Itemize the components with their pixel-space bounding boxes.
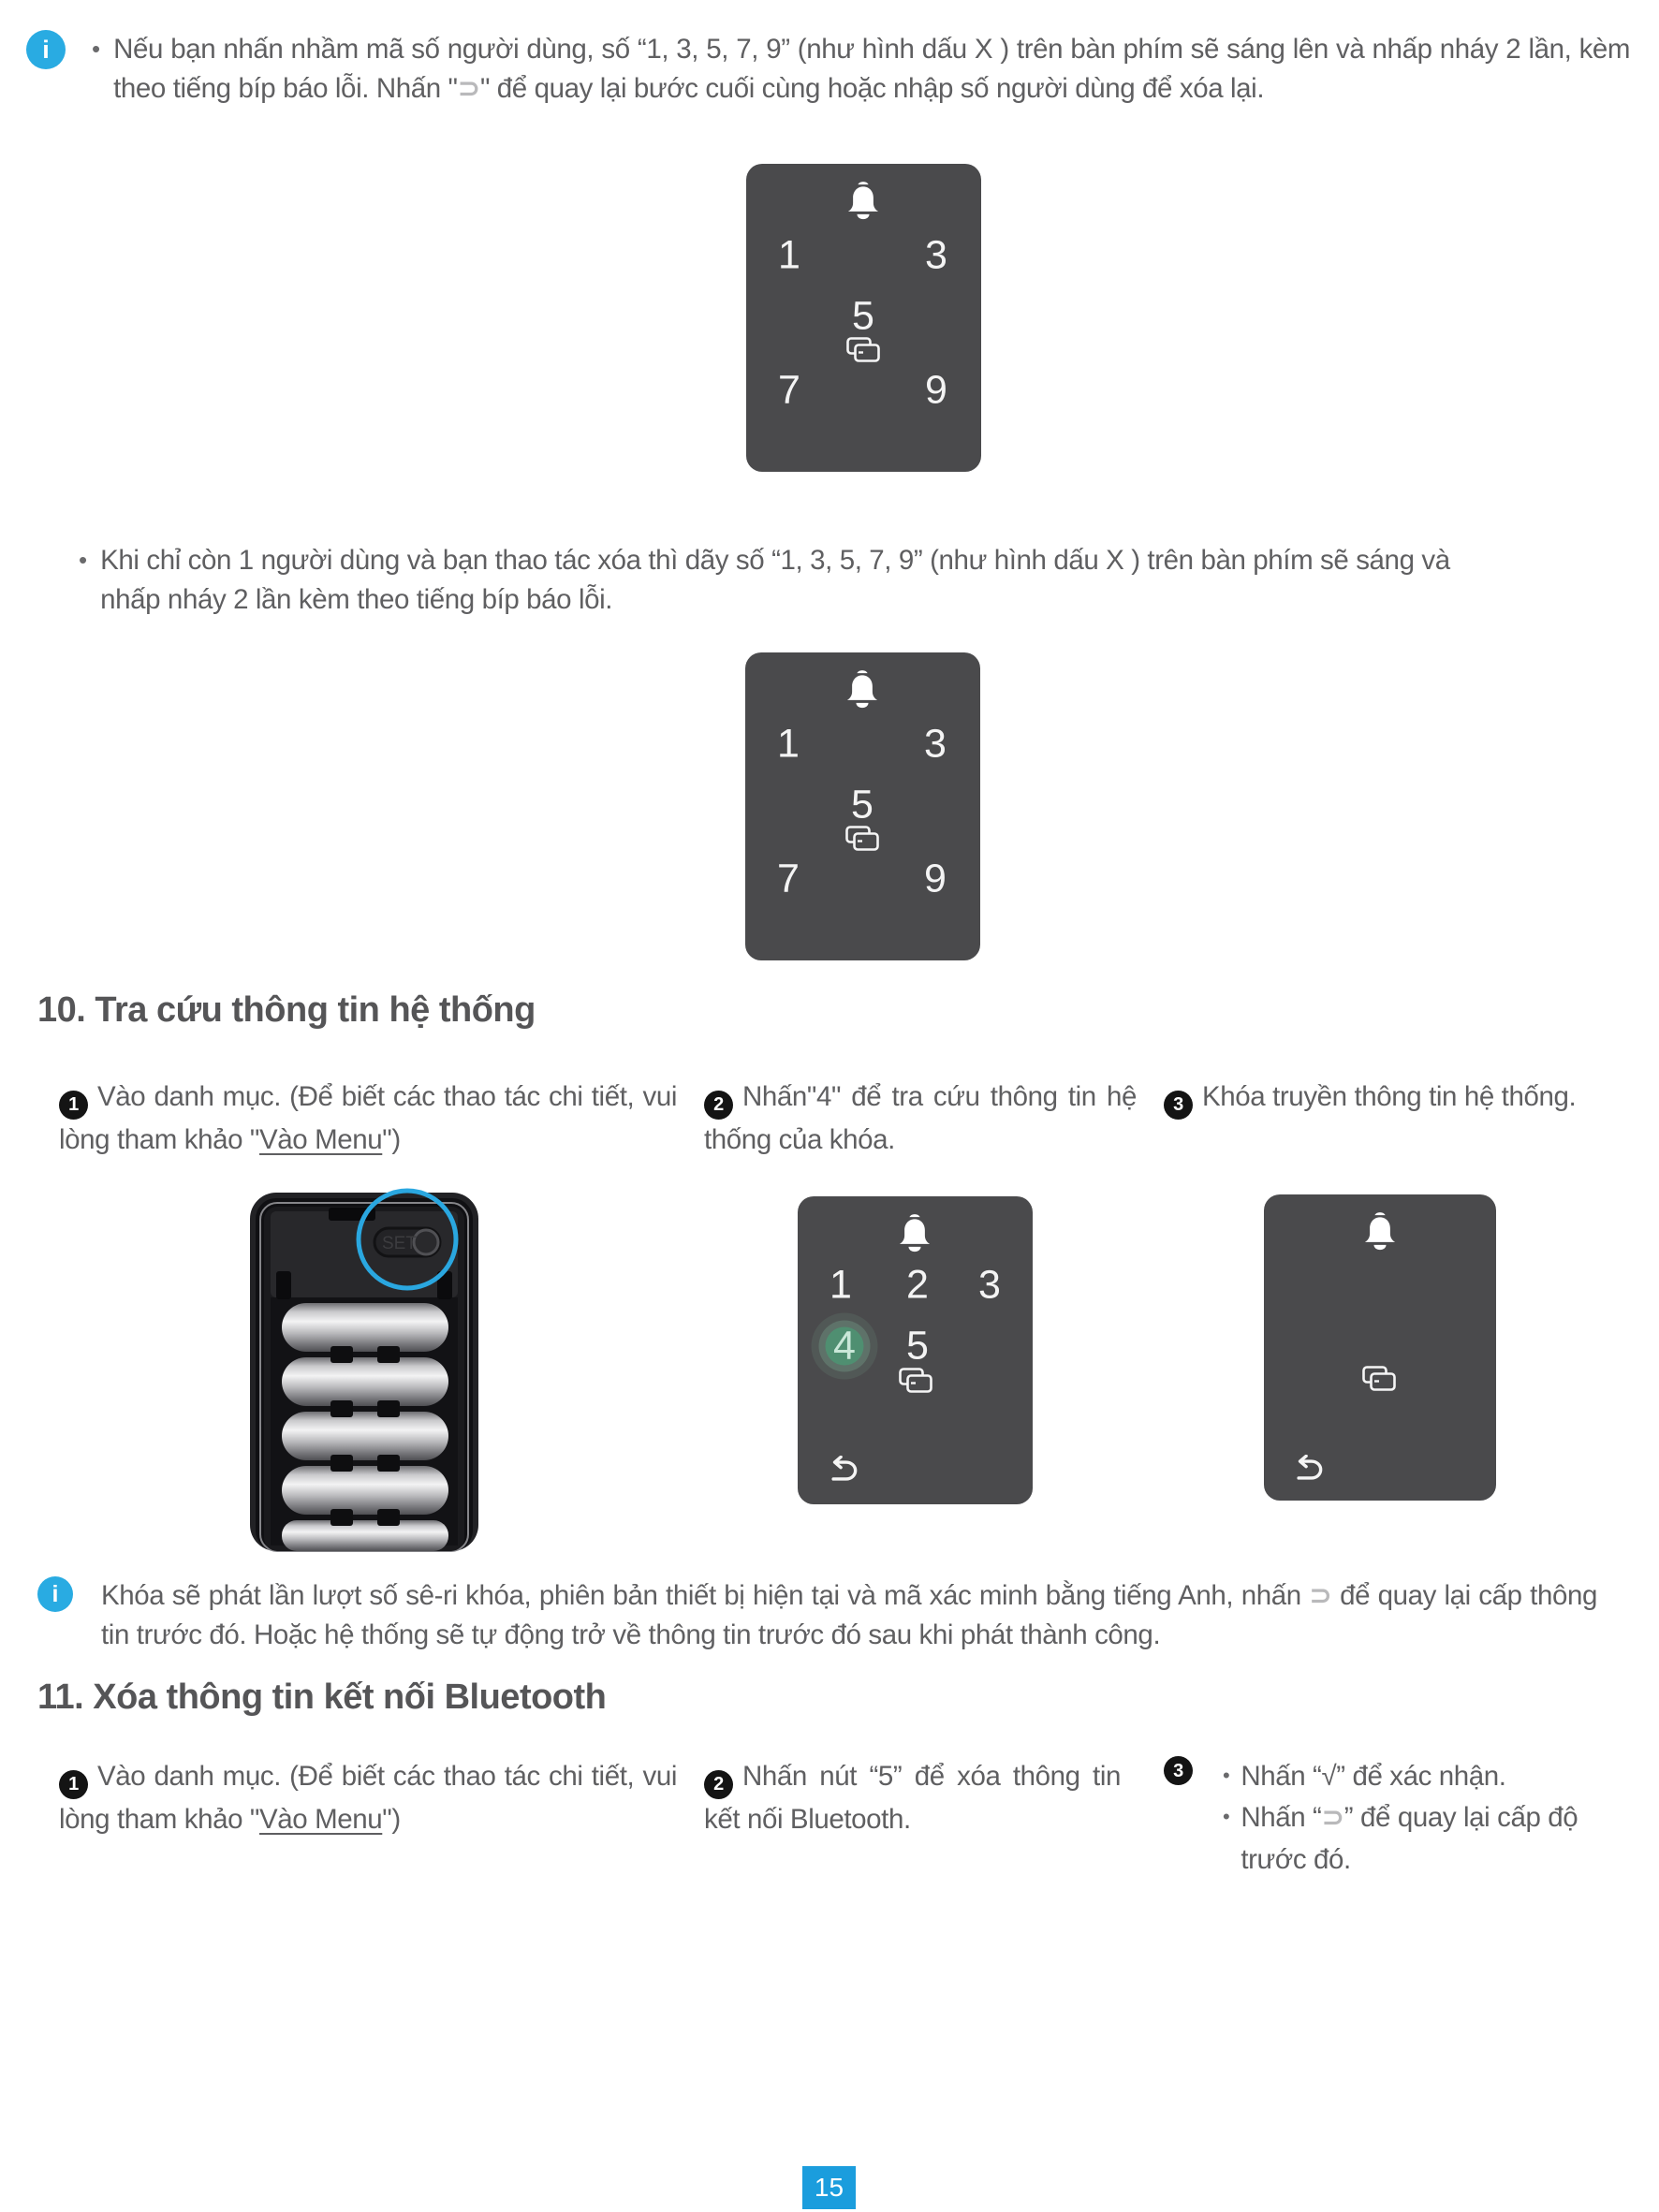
set-label: SET	[382, 1234, 417, 1253]
key-9: 9	[925, 367, 947, 413]
note-top-text: Nếu bạn nhấn nhầm mã số người dùng, số “1, 3, 5, 7, 9” (như hình dấu X ) trên bàn phím sẽ sáng lên và nhấp nháy 2 lần, kèm theo tiếng bíp báo lỗi. Nhấn "⊃" để quay lại bước cuối cùng hoặc nhập số người dùng để xóa lại.	[113, 34, 1631, 104]
key-5: 5	[852, 293, 874, 339]
key-1: 1	[778, 232, 800, 278]
confirm-bullet: • Nhấn “√” để xác nhận.	[1223, 1756, 1578, 1797]
key-5: 5	[906, 1323, 929, 1369]
note-top-body	[92, 30, 1630, 109]
keypad-image-broadcast	[1264, 1194, 1496, 1501]
back-bullet: • Nhấn “⊃” để quay lại cấp độ trước đó.	[1223, 1797, 1578, 1881]
step-number-badge: 2	[704, 1091, 733, 1120]
key-3: 3	[978, 1262, 1001, 1308]
batteries	[282, 1303, 448, 1551]
card-icon	[899, 1368, 932, 1394]
bullet-marker: •	[79, 546, 88, 574]
section11-step-2: 2 Nhấn nút “5” để xóa thông tin kết nối Bluetooth.	[704, 1761, 1121, 1835]
keypad-image-error-flash-1	[746, 164, 981, 472]
key-3: 3	[924, 721, 947, 767]
keypad-image-menu	[798, 1196, 1033, 1504]
section-11-heading: 11. Xóa thông tin kết nối Bluetooth	[37, 1677, 607, 1717]
back-symbol: ⊃	[1321, 1802, 1344, 1834]
bullet-note	[79, 541, 1483, 620]
key-7: 7	[777, 856, 800, 901]
key-4: 4	[833, 1323, 856, 1369]
step-3-bullets	[1223, 1756, 1578, 1881]
key-3: 3	[925, 232, 947, 278]
card-icon	[846, 337, 880, 363]
info-note-mid	[37, 1576, 1629, 1655]
section10-step-1: 1 Vào danh mục. (Để biết các thao tác chi tiết, vui lòng tham khảo "Vào Menu")	[59, 1081, 677, 1155]
back-icon	[824, 1456, 861, 1486]
keypad-image-error-flash-2	[745, 652, 980, 960]
back-symbol: ⊃	[1309, 1580, 1332, 1611]
key-1: 1	[830, 1262, 852, 1308]
vao-menu-link[interactable]: Vào Menu	[259, 1803, 383, 1835]
bell-icon	[844, 177, 882, 226]
info-icon	[37, 1576, 73, 1612]
section10-step-2: 2 Nhấn"4" để tra cứu thông tin hệ thống của khóa.	[704, 1081, 1137, 1155]
key-1: 1	[777, 721, 800, 767]
info-note-top	[26, 30, 1633, 109]
card-icon	[845, 826, 879, 852]
card-icon	[1362, 1366, 1396, 1392]
info-icon	[26, 30, 66, 69]
key-5: 5	[851, 782, 874, 828]
section11-step-3	[1164, 1756, 1632, 1881]
page-number: 15	[814, 2173, 844, 2202]
back-symbol: ⊃	[457, 72, 480, 104]
step-number-badge: 1	[59, 1770, 88, 1799]
bell-icon	[896, 1209, 933, 1258]
bullet-marker: •	[1223, 1764, 1230, 1787]
key-9: 9	[924, 856, 947, 901]
section-10-heading: 10. Tra cứu thông tin hệ thống	[37, 990, 536, 1030]
battery-compartment-image	[248, 1191, 480, 1551]
page-number-badge	[802, 2166, 856, 2209]
note-mid-text: Khóa sẽ phát lần lượt số sê-ri khóa, phiên bản thiết bị hiện tại và mã xác minh bằng tiếng Anh, nhấn ⊃ để quay lại cấp thông tin trước đó. Hoặc hệ thống sẽ tự động trở về thông tin trước đó sau khi phát thành công.	[101, 1580, 1597, 1650]
back-icon	[1289, 1455, 1327, 1485]
bullet-marker: •	[1223, 1805, 1230, 1829]
section10-step-3: 3 Khóa truyền thông tin hệ thống.	[1164, 1077, 1599, 1120]
step-number-badge: 3	[1164, 1756, 1193, 1785]
info-icon-glyph: i	[42, 35, 50, 64]
vao-menu-link[interactable]: Vào Menu	[259, 1123, 383, 1155]
key-7: 7	[778, 367, 800, 413]
bell-icon	[844, 666, 881, 714]
info-icon-glyph: i	[51, 1580, 59, 1607]
step-number-badge: 2	[704, 1770, 733, 1799]
key-2: 2	[906, 1262, 929, 1308]
step-number-badge: 3	[1164, 1091, 1193, 1120]
bullet-note-text: Khi chỉ còn 1 người dùng và bạn thao tác xóa thì dãy số “1, 3, 5, 7, 9” (như hình dấu X ) trên bàn phím sẽ sáng và nhấp nháy 2 lần kèm theo tiếng bíp báo lỗi.	[100, 545, 1450, 615]
step-number-badge: 1	[59, 1091, 88, 1120]
bell-icon	[1361, 1208, 1399, 1256]
bullet-marker: •	[92, 35, 101, 63]
section11-step-1: 1 Vào danh mục. (Để biết các thao tác chi tiết, vui lòng tham khảo "Vào Menu")	[59, 1761, 677, 1835]
set-button[interactable]	[414, 1230, 438, 1254]
